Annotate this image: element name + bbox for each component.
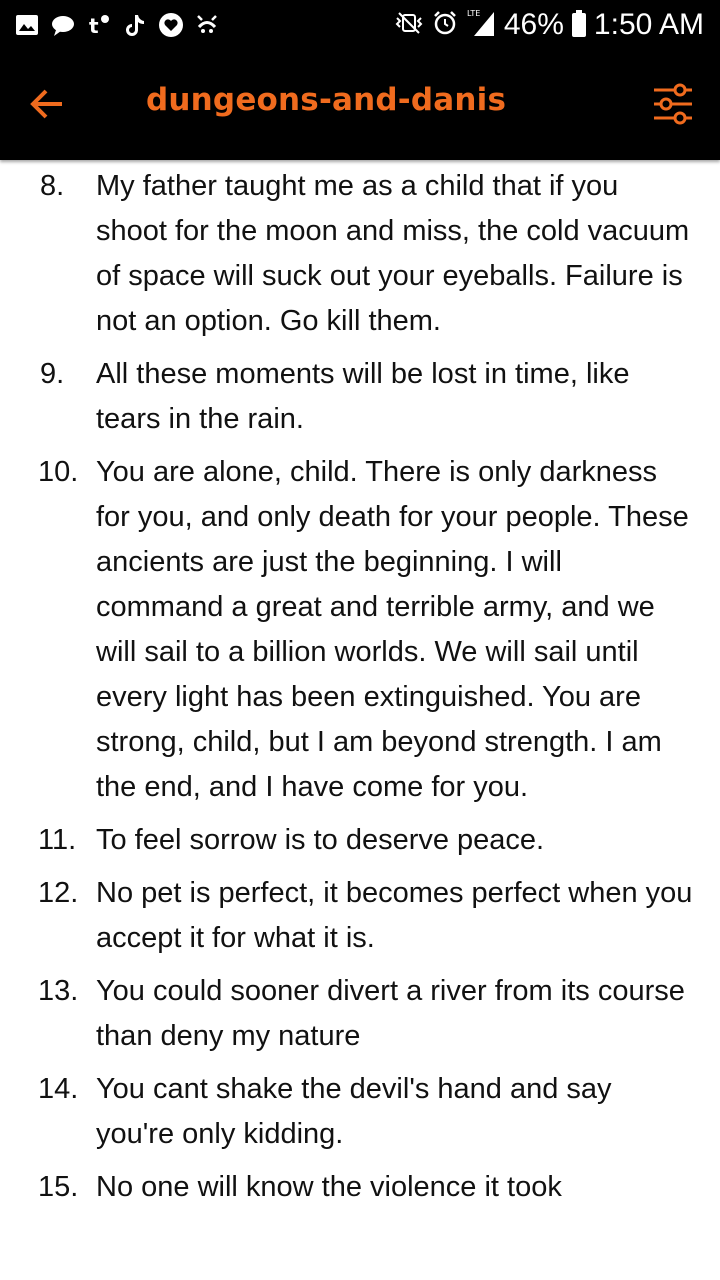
battery-icon: [572, 13, 586, 37]
list-text: You are alone, child. There is only darkness for you, and only death for your people. These ancients are just the beginning. I will command a great and terrible army, and we will sail to a billion worlds. We will sail until every light has been extinguished. You are strong, child, but I am beyond strength. I am the end, and I have come for you.: [96, 456, 689, 803]
blog-title[interactable]: dungeons-and-danis: [146, 82, 507, 118]
list-number: 12.: [38, 877, 79, 909]
list-text: You could sooner divert a river from its course than deny my nature: [96, 975, 685, 1052]
t-icon: [86, 12, 112, 38]
svg-text:LTE: LTE: [466, 9, 481, 18]
list-text: No one will know the violence it took: [96, 1171, 562, 1203]
list-number: 8.: [40, 170, 65, 202]
list-text: All these moments will be lost in time, like tears in the rain.: [96, 358, 630, 435]
list-text: You cant shake the devil's hand and say you're only kidding.: [96, 1073, 612, 1150]
list-item: [0, 164, 720, 344]
back-arrow-icon[interactable]: [22, 80, 72, 130]
status-bar: [0, 0, 720, 50]
list-number: 14.: [38, 1073, 79, 1105]
list-text: My father taught me as a child that if you shoot for the moon and miss, the cold vacuum of space will suck out your eyeballs. Failure is not an option. Go kill them.: [96, 170, 690, 337]
gallery-icon: [14, 12, 40, 38]
app-bar: [0, 50, 720, 160]
list-number: 11.: [38, 824, 77, 856]
list-number: 13.: [38, 975, 79, 1007]
lte-signal-icon: [466, 8, 496, 42]
alarm-icon: [432, 10, 458, 40]
list-text: To feel sorrow is to deserve peace.: [96, 824, 545, 856]
list-item: [0, 871, 720, 961]
post-content[interactable]: [0, 160, 720, 1280]
heart-icon: [158, 12, 184, 38]
list-number: 10.: [38, 456, 79, 488]
list-item: [0, 969, 720, 1059]
system-status: [394, 0, 704, 50]
list-item: [0, 352, 720, 442]
quote-list: [0, 164, 720, 1218]
list-number: 9.: [40, 358, 65, 390]
filter-sliders-icon[interactable]: [650, 80, 696, 130]
list-text: No pet is perfect, it becomes perfect when you accept it for what it is.: [96, 877, 693, 954]
battery-percent: 46%: [503, 8, 564, 41]
list-item: [0, 1165, 720, 1210]
alarm-face-icon: [194, 12, 220, 38]
tiktok-icon: [122, 12, 148, 38]
clock: 1:50 AM: [593, 8, 704, 41]
chat-icon: [50, 12, 76, 38]
notification-icons: [14, 8, 220, 42]
list-item: [0, 1067, 720, 1157]
list-number: 15.: [38, 1171, 79, 1203]
mute-vibrate-icon: [394, 10, 424, 40]
list-item: [0, 818, 720, 863]
list-item: [0, 450, 720, 810]
svg-text:t: t: [89, 14, 99, 38]
